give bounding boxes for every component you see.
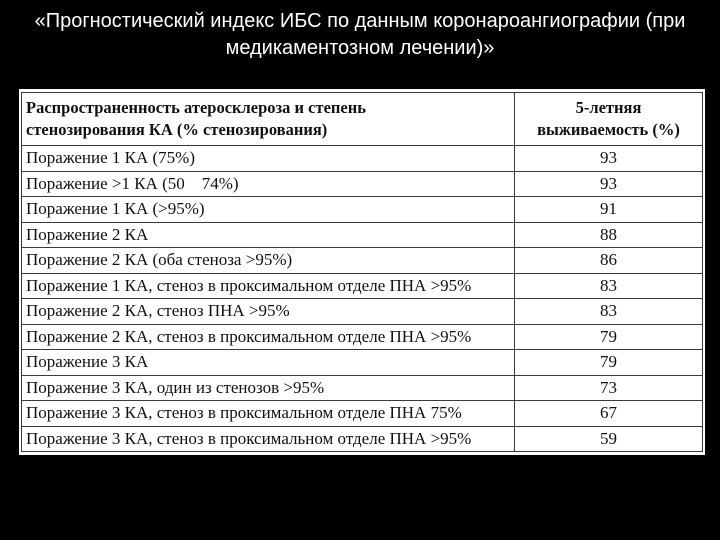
table-row	[22, 299, 703, 325]
table-row	[22, 350, 703, 376]
cell-survival: 93	[515, 171, 703, 197]
table-row	[22, 248, 703, 274]
cell-condition: Поражение 1 КА (>95%)	[22, 197, 515, 223]
header-survival-line-2: выживаемость (%)	[537, 120, 680, 139]
table-row	[22, 222, 703, 248]
table-header-row	[22, 93, 703, 146]
cell-condition: Поражение 2 КА	[22, 222, 515, 248]
cell-survival: 88	[515, 222, 703, 248]
slide-title-line-1: «Прогностический индекс ИБС по данным коронароангиографии (при	[34, 10, 686, 32]
table-row	[22, 171, 703, 197]
header-condition-line-2: стенозирования КА (% стенозирования)	[26, 120, 328, 139]
cell-survival: 59	[515, 426, 703, 452]
cell-survival: 83	[515, 273, 703, 299]
table-row	[22, 146, 703, 172]
table-row	[22, 197, 703, 223]
cell-condition: Поражение 2 КА, стеноз ПНА >95%	[22, 299, 515, 325]
header-survival-line-1: 5-летняя	[575, 98, 642, 117]
cell-condition: Поражение 3 КА	[22, 350, 515, 376]
cell-condition: Поражение 3 КА, один из стенозов >95%	[22, 375, 515, 401]
cell-condition: Поражение 1 КА, стеноз в проксимальном отделе ПНА >95%	[22, 273, 515, 299]
cell-condition: Поражение 3 КА, стеноз в проксимальном отделе ПНА 75%	[22, 401, 515, 427]
table-row	[22, 324, 703, 350]
cell-survival: 73	[515, 375, 703, 401]
slide-title-line-2: медикаментозном лечении)»	[225, 37, 495, 59]
table-row	[22, 426, 703, 452]
cell-condition: Поражение 2 КА, стеноз в проксимальном отделе ПНА >95%	[22, 324, 515, 350]
header-condition	[22, 93, 515, 146]
table-row	[22, 273, 703, 299]
cell-condition: Поражение >1 КА (50 74%)	[22, 171, 515, 197]
table-row	[22, 375, 703, 401]
cell-survival: 67	[515, 401, 703, 427]
cell-survival: 79	[515, 350, 703, 376]
header-condition-line-1: Распространенность атеросклероза и степень	[26, 98, 366, 117]
slide-title	[12, 8, 708, 62]
table-row	[22, 401, 703, 427]
header-survival	[515, 93, 703, 146]
cell-survival: 83	[515, 299, 703, 325]
cell-condition: Поражение 3 КА, стеноз в проксимальном отделе ПНА >95%	[22, 426, 515, 452]
cell-survival: 91	[515, 197, 703, 223]
cell-survival: 93	[515, 146, 703, 172]
cell-condition: Поражение 1 КА (75%)	[22, 146, 515, 172]
table-image	[19, 89, 705, 455]
cell-survival: 86	[515, 248, 703, 274]
survival-table	[21, 92, 703, 452]
cell-survival: 79	[515, 324, 703, 350]
cell-condition: Поражение 2 КА (оба стеноза >95%)	[22, 248, 515, 274]
